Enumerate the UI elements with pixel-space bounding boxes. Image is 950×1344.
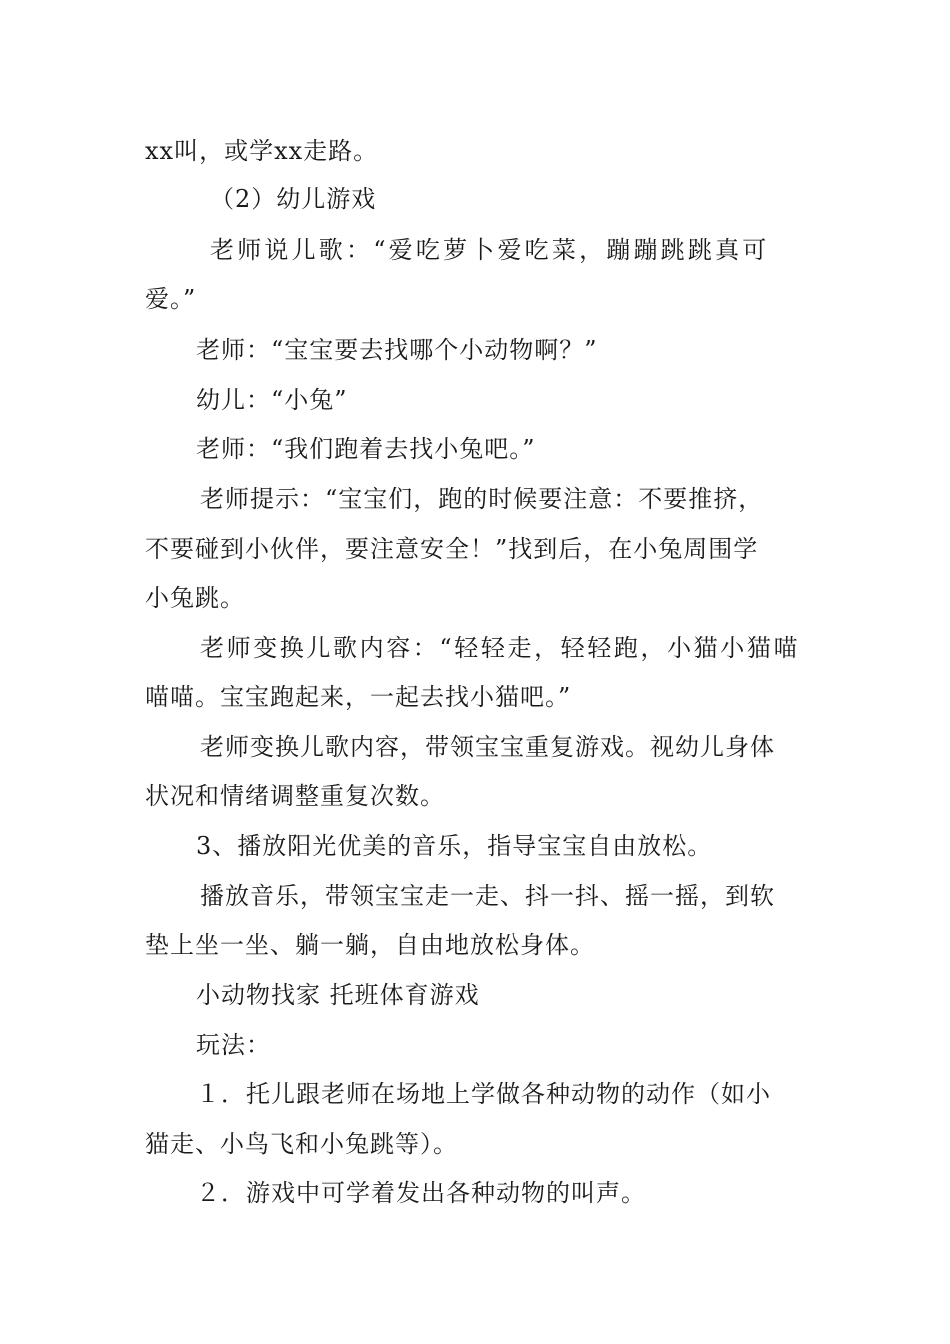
paragraph-line: 状况和情绪调整重复次数。 bbox=[145, 782, 445, 810]
section-heading: （2）幼儿游戏 bbox=[210, 185, 377, 213]
paragraph-line: 老师变换儿歌内容：“轻轻走，轻轻跑，小猫小猫喵 bbox=[200, 634, 801, 662]
paragraph-line: 爱。” bbox=[145, 285, 197, 313]
paragraph-line: 老师变换儿歌内容，带领宝宝重复游戏。视幼儿身体 bbox=[200, 733, 775, 761]
paragraph-line: xx叫，或学xx走路。 bbox=[145, 137, 379, 165]
paragraph-line: 垫上坐一坐、躺一躺，自由地放松身体。 bbox=[145, 931, 595, 959]
paragraph-line: 喵喵。宝宝跑起来，一起去找小猫吧。” bbox=[145, 683, 572, 711]
dialogue-line: 幼儿：“小兔” bbox=[196, 386, 348, 414]
dialogue-line: 老师：“我们跑着去找小兔吧。” bbox=[196, 435, 536, 463]
list-item: ２．游戏中可学着发出各种动物的叫声。 bbox=[196, 1179, 646, 1207]
paragraph-line: 老师说儿歌：“爱吃萝卜爱吃菜，蹦蹦跳跳真可 bbox=[210, 236, 770, 264]
paragraph-line: 老师提示：“宝宝们，跑的时候要注意：不要推挤， bbox=[200, 485, 764, 513]
dialogue-line: 老师：“宝宝要去找哪个小动物啊？” bbox=[196, 336, 598, 364]
list-item-continuation: 猫走、小鸟飞和小兔跳等）。 bbox=[145, 1130, 458, 1158]
list-item: １．托儿跟老师在场地上学做各种动物的动作（如小 bbox=[196, 1080, 771, 1108]
section-label: 玩法： bbox=[196, 1031, 271, 1059]
section-title: 小动物找家 托班体育游戏 bbox=[196, 981, 480, 1009]
paragraph-line: 3、播放阳光优美的音乐，指导宝宝自由放松。 bbox=[196, 832, 713, 860]
paragraph-line: 不要碰到小伙伴，要注意安全！”找到后，在小兔周围学 bbox=[145, 535, 759, 563]
paragraph-line: 播放音乐，带领宝宝走一走、抖一抖、摇一摇，到软 bbox=[200, 882, 775, 910]
paragraph-line: 小兔跳。 bbox=[145, 584, 245, 612]
